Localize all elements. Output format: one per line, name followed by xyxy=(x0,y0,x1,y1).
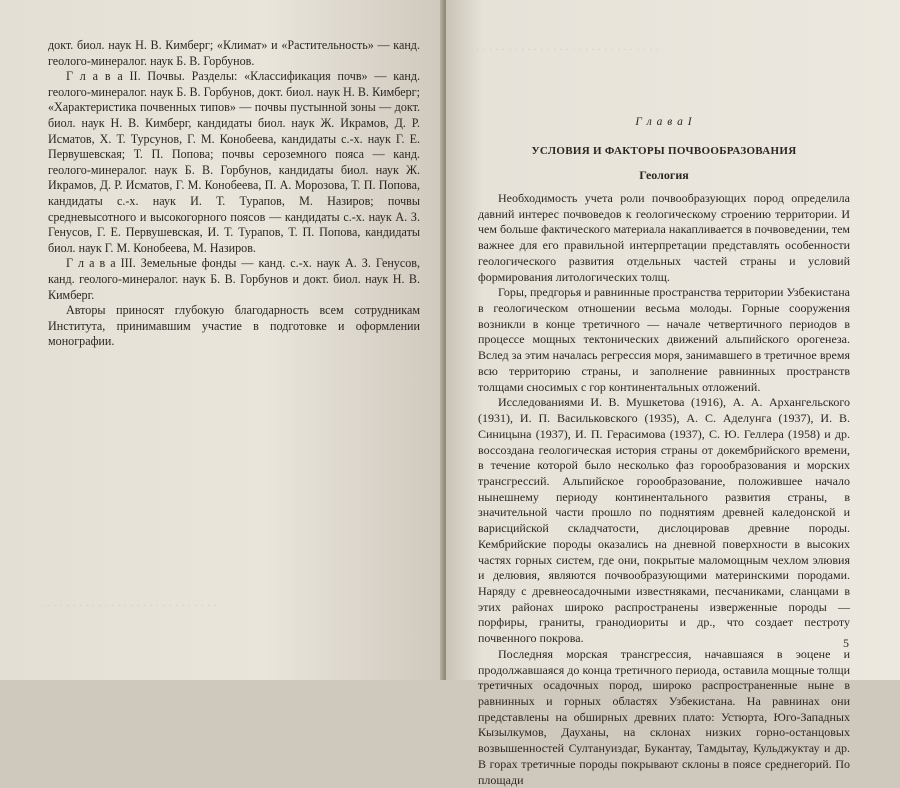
bleed-through-text-top: · · · · · · · · · · · · · · · · · · · · · · · · · · · · · xyxy=(476,44,660,56)
chapter-title: УСЛОВИЯ И ФАКТОРЫ ПОЧВООБРАЗОВАНИЯ xyxy=(531,145,797,157)
section-title: Геология xyxy=(639,168,689,182)
bleed-through-text: · · · · · · · · · · · · · · · · · · · · · · · · · · · · xyxy=(40,600,217,612)
left-paragraph: Г л а в а II. Почвы. Разделы: «Классификация почв» — канд. геолого-минералог. наук Б. В. Горбунов, докт. биол. наук Н. В. Кимберг; «Характеристика почвенных типов» — почвы пустынной зоны — докт. биол. наук Н. В. Кимберг, кандидаты биол. наук Ж. Икрамов, Д. Р. Исматов, Х. Т. Турсунов, Г. М. Конобеева, кандидаты с.-х. наук Г. Е. Первушевская; Т. П. Попова; почвы сероземного пояса — канд. геолого-минералог. наук Б. В. Горбунов, кандидаты биол. наук Ж. Икрамов, Д. Р. Исматов, Г. М. Конобеева, П. А. Морозова, Т. П. Попова, кандидаты с.-х. наук И. Т. Турапов, М. Назиров; почвы средневысотного и высокогорного поясов — кандидаты с.-х. наук А. З. Генусов, Г. Е. Первушевская, И. Т. Турапов, Т. П. Попова, кандидаты биол. наук Г. М. Конобеева, М. Назиров. xyxy=(48,69,420,255)
right-paragraph: Необходимость учета роли почвообразующих пород определила давний интерес почвоведов к геологическому строению территории. И чем больше фактического материала накапливается в почвоведении, тем важнее для его правильной интерпретации представлять особенности геологического развития отдельных частей страны и условий формирования литологических толщ. xyxy=(478,191,850,284)
right-paragraph: Исследованиями И. В. Мушкетова (1916), А. А. Архангельского (1931), И. П. Васильковского (1935), А. С. Аделунга (1937), И. В. Синицына (1937), И. П. Герасимова (1937), С. Ю. Геллера (1958) и др. воссоздана геологическая история страны от докембрийского времени, в течение которой было несколько фаз горообразования и морских трансгрессий. Альпийское горообразование, положившее начало нынешнему периоду континентального развития страны, в значительной части прошло по поднятиям древней каледонской и варисцийской складчатости, дислоцировав древние породы. Кембрийские породы оказались на дневной поверхности в высоких частях горных систем, где они, покрытые маломощным чехлом элювия и делювия, являются почвообразующими материнскими породами. Наряду с древнеосадочными известняками, песчаниками, сланцами в этих районах широко распространены изверженные породы — порфиры, граниты, гранодиориты и др., что создает пестроту почвенного покрова. xyxy=(478,395,850,646)
left-page-text xyxy=(48,38,420,350)
left-paragraph: Авторы приносят глубокую благодарность всем сотрудникам Института, принимавшим участие в подготовке и оформлении монографии. xyxy=(48,303,420,349)
left-paragraph: докт. биол. наук Н. В. Кимберг; «Климат» и «Растительность» — канд. геолого-минералог. наук Б. В. Горбунов. xyxy=(48,38,420,68)
left-paragraph: Г л а в а III. Земельные фонды — канд. с.-х. наук А. З. Генусов, канд. геолого-минералог. наук Б. В. Горбунов и докт. биол. наук Н. В. Кимберг. xyxy=(48,256,420,302)
right-paragraph: Горы, предгорья и равнинные пространства территории Узбекистана в геологическом отношении весьма молоды. Горные сооружения возникли в конце третичного — начале четвертичного периодов в процессе мощных тектонических движений альпийского орогенеза. Вслед за этим началась регрессия моря, занимавшего в третичное время всю территорию страны, и заполнение равнинных пространств толщами сносимых с гор континентальных отложений. xyxy=(478,285,850,394)
right-paragraph: Последняя морская трансгрессия, начавшаяся в эоцене и продолжавшаяся до конца третичного периода, оставила мощные толщи третичных осадочных пород, широко распространенные ныне в равнинных и горных областях Узбекистана. На равнинах они представлены на обширных древних плато: Устюрта, Юго-Западных Кызылкумов, Дауханы, на склонах низких горно-останцовых возвышенностей Султануиздаг, Букантау, Тамдытау, Кульджуктау и др. В горах третичные породы покрывают склоны в поясе среднегорий. По площади xyxy=(478,646,850,787)
page-number: 5 xyxy=(843,636,849,650)
right-page-text xyxy=(478,191,850,788)
chapter-label: Г л а в а I xyxy=(635,116,693,128)
